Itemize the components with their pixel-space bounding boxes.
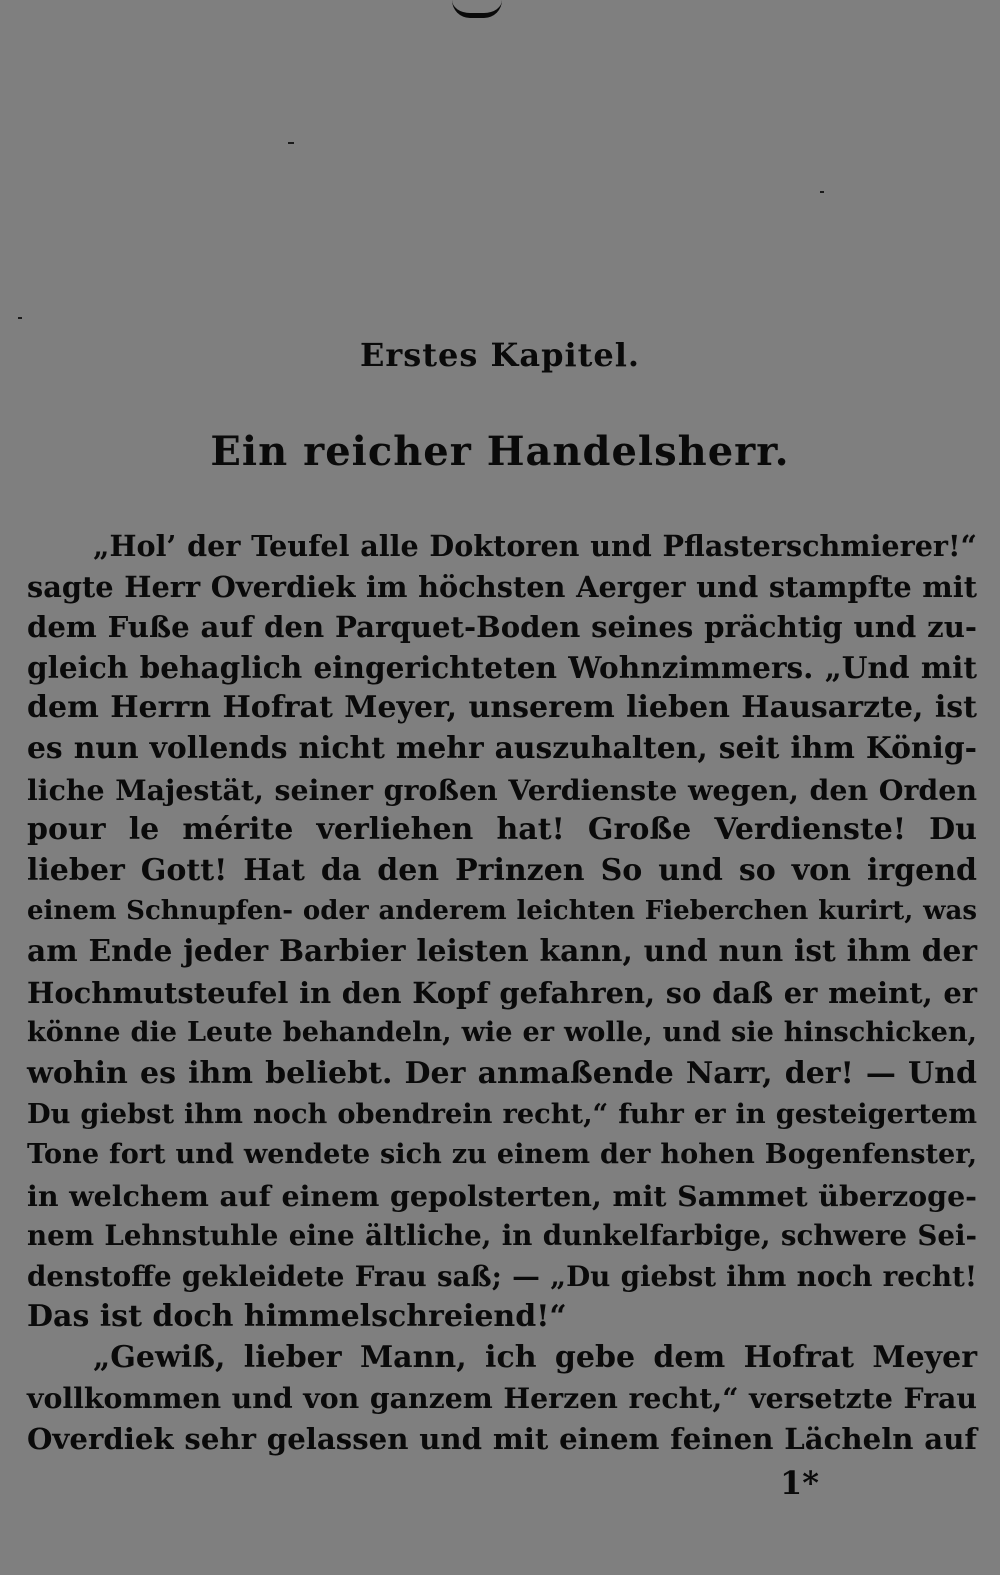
text-line: könne die Leute behandeln, wie er wolle, und sie hinschicken, (27, 1017, 977, 1049)
text-line: sagte Herr Overdiek im höchsten Aerger und stampfte mit (27, 569, 977, 604)
body-text (27, 526, 977, 1460)
chapter-label: Erstes Kapitel. (359, 336, 641, 374)
text-line: Tone fort und wendete sich zu einem der hohen Bogenfenster, (27, 1138, 977, 1170)
text-line: nem Lehnstuhle eine ältliche, in dunkelfarbige, schwere Sei- (27, 1219, 977, 1253)
page-top-mark (452, 0, 502, 18)
text-line: dem Fuße auf den Parquet-Boden seines prächtig und zu- (27, 610, 977, 645)
text-line: in welchem auf einem gepolsterten, mit Sammet überzoge- (27, 1178, 977, 1213)
text-line: „Hol’ der Teufel alle Doktoren und Pflasterschmierer!“ (93, 529, 977, 563)
text-line: Das ist doch himmelschreiend!“ (27, 1299, 567, 1335)
text-line: Du giebst ihm noch obendrein recht,“ fuhr er in gesteigertem (27, 1098, 977, 1131)
print-speck (820, 191, 824, 193)
text-line: am Ende jeder Barbier leisten kann, und nun ist ihm der (27, 933, 977, 969)
text-line: „Gewiß, lieber Mann, ich gebe dem Hofrat Meyer (93, 1339, 977, 1375)
chapter-title: Ein reicher Handelsherr. (210, 428, 790, 475)
print-speck (18, 317, 22, 319)
text-line: es nun vollends nicht mehr auszuhalten, seit ihm König- (27, 730, 977, 766)
print-speck (288, 142, 294, 144)
text-line: Overdiek sehr gelassen und mit einem feinen Lächeln auf (27, 1422, 977, 1457)
text-line: pour le mérite verliehen hat! Große Verdienste! Du (27, 812, 977, 848)
text-line: einem Schnupfen- oder anderem leichten Fieberchen kurirt, was (27, 896, 977, 927)
text-line: wohin es ihm beliebt. Der anmaßende Narr, der! — Und (27, 1055, 977, 1091)
text-line: gleich behaglich eingerichteten Wohnzimmers. „Und mit (27, 649, 977, 685)
signature-mark: 1* (780, 1464, 819, 1502)
text-line: Hochmutsteufel in den Kopf gefahren, so daß er meint, er (27, 975, 977, 1010)
text-line: vollkommen und von ganzem Herzen recht,“ versetzte Frau (27, 1381, 977, 1416)
text-line: lieber Gott! Hat da den Prinzen So und so von irgend (27, 852, 977, 888)
text-line: liche Majestät, seiner großen Verdienste wegen, den Orden (27, 772, 977, 807)
text-line: denstoffe gekleidete Frau saß; — „Du giebst ihm noch recht! (27, 1259, 977, 1293)
text-line: dem Herrn Hofrat Meyer, unserem lieben Hausarzte, ist (27, 690, 977, 726)
